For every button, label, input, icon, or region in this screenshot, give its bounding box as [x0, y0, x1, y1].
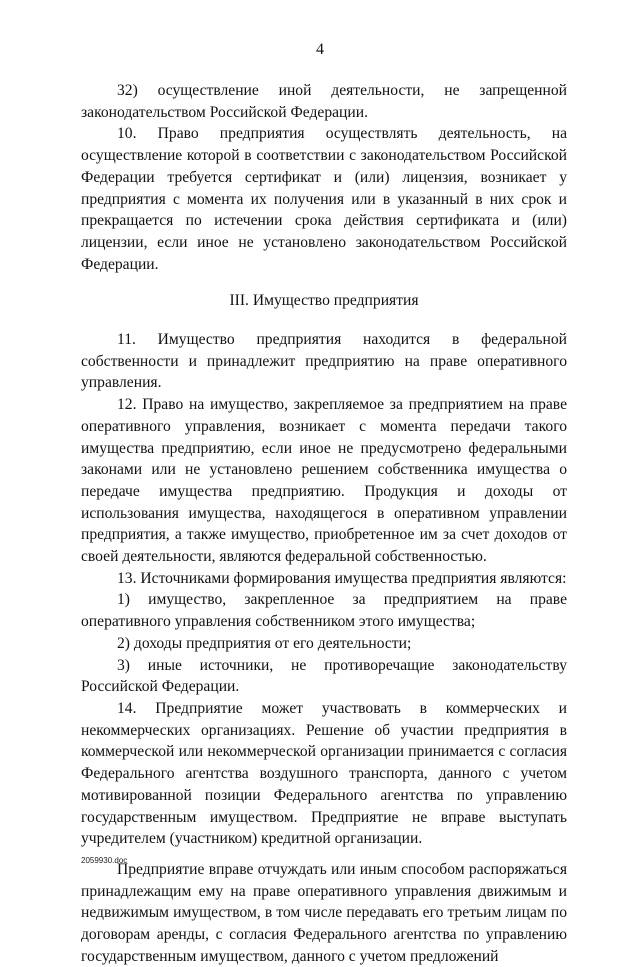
paragraph-14: 14. Предприятие может участвовать в коммерческих и некоммерческих организациях. Решение об участии предприятия в коммерческой или некоммерческой организации принимается с согласия Федерального агентства воздушного транспорта, данного с учетом мотивированной позиции Федерального агентства по управлению государственным имуществом. Предприятие не вправе выступать учредителем (участником) кредитной организации.	[81, 699, 567, 848]
list-item-1: 1) имущество, закрепленное за предприятием на праве оперативного управления собственником этого имущества;	[81, 591, 567, 631]
paragraph-disposal: Предприятие вправе отчуждать или иным способом распоряжаться принадлежащим ему на праве оперативного управления движимым и недвижимым имуществом, в том числе передавать его третьим лицам по договорам аренды, с согласия Федерального агентства по управлению государственным имуществом, данного с учетом предложений	[81, 860, 567, 965]
page-number: 4	[316, 41, 324, 58]
list-item-3: 3) иные источники, не противоречащие законодательству Российской Федерации.	[81, 656, 567, 696]
section-heading: III. Имущество предприятия	[229, 292, 419, 310]
document-body	[81, 80, 567, 967]
list-item-2: 2) доходы предприятия от его деятельности;	[117, 634, 412, 652]
file-name-footer: 2059930.doc	[81, 856, 128, 865]
paragraph-32: 32) осуществление иной деятельности, не запрещенной законодательством Российской Федерации.	[81, 82, 567, 121]
paragraph-11: 11. Имущество предприятия находится в федеральной собственности и принадлежит предприятию на праве оперативного управления.	[81, 331, 567, 392]
paragraph-12: 12. Право на имущество, закрепляемое за предприятием на праве оперативного управления, возникает с момента передачи такого имущества предприятию, если иное не предусмотрено федеральными законами или не установлено решением собственника имущества о передаче имущества предприятию. Продукция и доходы от использования имущества, находящегося в оперативном управлении предприятия, а также имущество, приобретенное им за счет доходов от своей деятельности, являются федеральной собственностью.	[81, 396, 567, 566]
paragraph-10: 10. Право предприятия осуществлять деятельность, на осуществление которой в соответствии с законодательством Российской Федерации требуется сертификат и (или) лицензия, возникает у предприятия с момента их получения или в указанный в них срок и прекращается по истечении срока действия сертификата и (или) лицензии, если иное не установлено законодательством Российской Федерации.	[81, 125, 567, 273]
paragraph-13: 13. Источниками формирования имущества предприятия являются:	[117, 569, 567, 587]
